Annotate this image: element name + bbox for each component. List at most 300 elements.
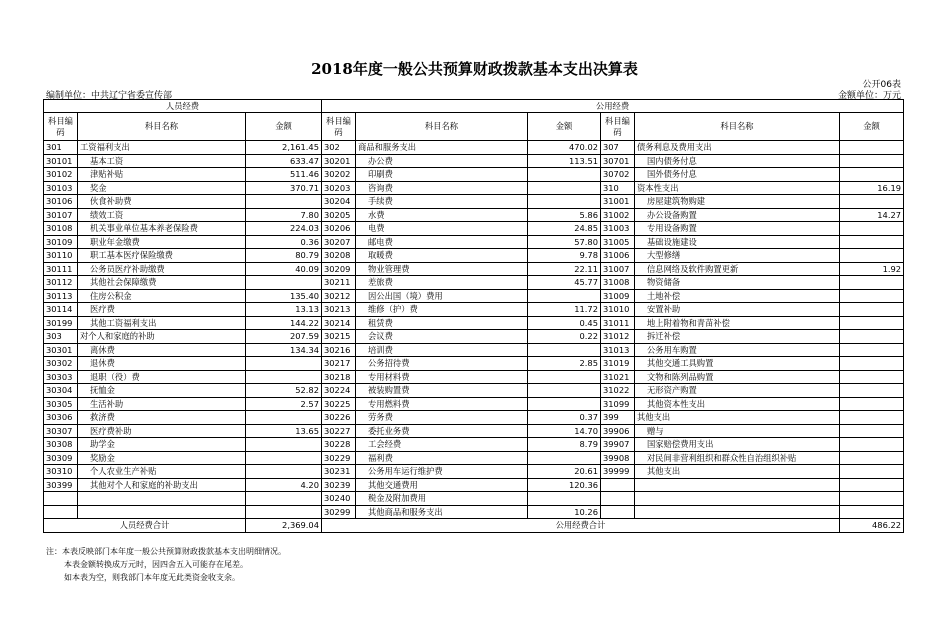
subject-name-cell: 职工基本医疗保险缴费 — [78, 249, 246, 263]
subject-code-cell: 31022 — [601, 384, 635, 398]
subject-name-cell: 对个人和家庭的补助 — [78, 330, 246, 344]
subject-name-cell — [78, 505, 246, 519]
subject-name-cell: 委托业务费 — [356, 424, 528, 438]
table-row — [44, 357, 904, 371]
subject-name-cell: 其他社会保障缴费 — [78, 276, 246, 290]
section-header-row — [44, 100, 904, 113]
subject-name-cell: 培训费 — [356, 343, 528, 357]
subject-code-cell: 30226 — [322, 411, 356, 425]
notes — [46, 545, 286, 584]
subject-code-cell: 30310 — [44, 465, 78, 479]
subject-code-cell: 30112 — [44, 276, 78, 290]
col-name-2: 科目名称 — [356, 113, 528, 141]
subject-code-cell: 30108 — [44, 222, 78, 236]
subject-code-cell: 31006 — [601, 249, 635, 263]
subject-code-cell: 30228 — [322, 438, 356, 452]
table-row — [44, 181, 904, 195]
subject-code-cell: 310 — [601, 181, 635, 195]
subject-code-cell: 301 — [44, 141, 78, 155]
subject-name-cell — [635, 505, 840, 519]
amount-cell — [840, 303, 904, 317]
amount-cell — [840, 154, 904, 168]
amount-cell — [528, 492, 601, 506]
amount-cell: 13.65 — [246, 424, 322, 438]
subject-name-cell: 赠与 — [635, 424, 840, 438]
table-row — [44, 303, 904, 317]
subject-name-cell: 地上附着物和青苗补偿 — [635, 316, 840, 330]
subject-code-cell: 30231 — [322, 465, 356, 479]
subject-name-cell: 基础设施建设 — [635, 235, 840, 249]
subject-code-cell: 39906 — [601, 424, 635, 438]
table-row — [44, 276, 904, 290]
subject-code-cell: 30107 — [44, 208, 78, 222]
subject-name-cell: 救济费 — [78, 411, 246, 425]
subject-name-cell: 对民间非营利组织和群众性自治组织补贴 — [635, 451, 840, 465]
subject-name-cell: 医疗费补助 — [78, 424, 246, 438]
table-row — [44, 195, 904, 209]
subject-code-cell: 39908 — [601, 451, 635, 465]
col-name-1: 科目名称 — [78, 113, 246, 141]
personnel-total-label: 人员经费合计 — [44, 519, 246, 533]
subject-name-cell: 手续费 — [356, 195, 528, 209]
subject-code-cell — [601, 505, 635, 519]
amount-cell — [840, 289, 904, 303]
subject-name-cell: 商品和服务支出 — [356, 141, 528, 155]
subject-name-cell: 工会经费 — [356, 438, 528, 452]
subject-code-cell: 39907 — [601, 438, 635, 452]
amount-cell: 0.37 — [528, 411, 601, 425]
subject-name-cell: 医疗费 — [78, 303, 246, 317]
subject-name-cell: 生活补助 — [78, 397, 246, 411]
amount-cell — [840, 384, 904, 398]
subject-name-cell: 维修（护）费 — [356, 303, 528, 317]
subject-name-cell: 邮电费 — [356, 235, 528, 249]
subject-name-cell: 取暖费 — [356, 249, 528, 263]
subject-name-cell: 奖金 — [78, 181, 246, 195]
amount-cell: 224.03 — [246, 222, 322, 236]
amount-cell — [840, 424, 904, 438]
form-code: 公开06表 — [862, 80, 901, 90]
subject-name-cell: 债务利息及费用支出 — [635, 141, 840, 155]
amount-cell — [840, 438, 904, 452]
amount-cell — [246, 357, 322, 371]
subject-name-cell: 安置补助 — [635, 303, 840, 317]
subject-code-cell: 31099 — [601, 397, 635, 411]
col-amount-3: 金额 — [840, 113, 904, 141]
subject-name-cell: 文物和陈列品购置 — [635, 370, 840, 384]
subject-code-cell: 31001 — [601, 195, 635, 209]
subject-code-cell: 30102 — [44, 168, 78, 182]
table-row — [44, 235, 904, 249]
amount-cell — [840, 370, 904, 384]
subject-code-cell: 30304 — [44, 384, 78, 398]
amount-cell: 0.36 — [246, 235, 322, 249]
subject-code-cell: 30305 — [44, 397, 78, 411]
subject-name-cell: 住房公积金 — [78, 289, 246, 303]
table-row — [44, 424, 904, 438]
subject-code-cell: 30701 — [601, 154, 635, 168]
amount-cell — [840, 249, 904, 263]
amount-cell — [528, 343, 601, 357]
subject-code-cell: 399 — [601, 411, 635, 425]
subject-name-cell: 其他资本性支出 — [635, 397, 840, 411]
amount-cell — [528, 370, 601, 384]
subject-code-cell: 30103 — [44, 181, 78, 195]
amount-cell — [840, 195, 904, 209]
table-row — [44, 316, 904, 330]
table-row — [44, 505, 904, 519]
subject-code-cell: 30204 — [322, 195, 356, 209]
subject-name-cell: 办公费 — [356, 154, 528, 168]
subject-name-cell: 其他工资福利支出 — [78, 316, 246, 330]
column-header-row — [44, 113, 904, 141]
subject-code-cell: 30301 — [44, 343, 78, 357]
amount-cell — [840, 235, 904, 249]
amount-cell: 80.79 — [246, 249, 322, 263]
amount-cell — [246, 195, 322, 209]
col-code-3: 科目编码 — [601, 113, 635, 141]
amount-cell — [840, 357, 904, 371]
subject-code-cell: 31013 — [601, 343, 635, 357]
amount-cell: 52.82 — [246, 384, 322, 398]
table-row — [44, 492, 904, 506]
subject-code-cell: 30218 — [322, 370, 356, 384]
amount-cell: 370.71 — [246, 181, 322, 195]
subject-name-cell: 抚恤金 — [78, 384, 246, 398]
amount-cell: 4.20 — [246, 478, 322, 492]
amount-cell: 11.72 — [528, 303, 601, 317]
subject-code-cell: 30207 — [322, 235, 356, 249]
col-code-1: 科目编码 — [44, 113, 78, 141]
amount-cell: 134.34 — [246, 343, 322, 357]
subject-name-cell: 基本工资 — [78, 154, 246, 168]
note-line: 注：本表反映部门本年度一般公共预算财政拨款基本支出明细情况。 — [46, 547, 286, 556]
subject-name-cell: 物资储备 — [635, 276, 840, 290]
amount-cell — [840, 141, 904, 155]
subject-name-cell: 其他交通费用 — [356, 478, 528, 492]
subject-code-cell: 30201 — [322, 154, 356, 168]
table-row — [44, 438, 904, 452]
subject-name-cell: 退职（役）费 — [78, 370, 246, 384]
amount-cell — [528, 451, 601, 465]
subject-name-cell: 电费 — [356, 222, 528, 236]
section-public: 公用经费 — [322, 100, 904, 113]
subject-name-cell: 咨询费 — [356, 181, 528, 195]
org-label: 编制单位：中共辽宁省委宣传部 — [46, 91, 173, 101]
subject-name-cell: 国家赔偿费用支出 — [635, 438, 840, 452]
subject-code-cell: 31021 — [601, 370, 635, 384]
amount-cell: 7.80 — [246, 208, 322, 222]
amount-cell — [840, 168, 904, 182]
subject-code-cell: 30303 — [44, 370, 78, 384]
subject-code-cell: 30101 — [44, 154, 78, 168]
subject-code-cell: 30299 — [322, 505, 356, 519]
subject-code-cell: 30114 — [44, 303, 78, 317]
subject-name-cell: 绩效工资 — [78, 208, 246, 222]
amount-cell — [840, 451, 904, 465]
subject-code-cell: 30702 — [601, 168, 635, 182]
amount-cell: 511.46 — [246, 168, 322, 182]
expenditure-table — [43, 99, 904, 533]
subject-name-cell: 机关事业单位基本养老保险费 — [78, 222, 246, 236]
subject-name-cell: 国内债务付息 — [635, 154, 840, 168]
subject-name-cell: 职业年金缴费 — [78, 235, 246, 249]
subject-code-cell: 30217 — [322, 357, 356, 371]
table-row — [44, 222, 904, 236]
subject-code-cell: 30199 — [44, 316, 78, 330]
subject-code-cell: 30109 — [44, 235, 78, 249]
amount-cell: 45.77 — [528, 276, 601, 290]
subject-code-cell — [601, 492, 635, 506]
amount-cell — [246, 438, 322, 452]
subject-code-cell: 30399 — [44, 478, 78, 492]
subject-code-cell: 30302 — [44, 357, 78, 371]
subject-name-cell: 伙食补助费 — [78, 195, 246, 209]
table-row — [44, 465, 904, 479]
subject-name-cell: 信息网络及软件购置更新 — [635, 262, 840, 276]
subject-code-cell: 30211 — [322, 276, 356, 290]
subject-name-cell: 物业管理费 — [356, 262, 528, 276]
amount-cell: 22.11 — [528, 262, 601, 276]
subject-code-cell — [44, 505, 78, 519]
amount-cell — [840, 465, 904, 479]
subject-name-cell: 其他商品和服务支出 — [356, 505, 528, 519]
subject-code-cell: 30106 — [44, 195, 78, 209]
subject-name-cell: 津贴补贴 — [78, 168, 246, 182]
amount-cell: 0.45 — [528, 316, 601, 330]
subject-name-cell: 个人农业生产补贴 — [78, 465, 246, 479]
amount-cell — [246, 370, 322, 384]
subject-code-cell: 30225 — [322, 397, 356, 411]
subject-code-cell: 30229 — [322, 451, 356, 465]
subject-code-cell: 31011 — [601, 316, 635, 330]
amount-cell: 40.09 — [246, 262, 322, 276]
personnel-total-value: 2,369.04 — [246, 519, 322, 533]
subject-name-cell: 办公设备购置 — [635, 208, 840, 222]
subject-code-cell: 31002 — [601, 208, 635, 222]
subject-code-cell: 30215 — [322, 330, 356, 344]
amount-cell: 113.51 — [528, 154, 601, 168]
note-line: 本表金额转换成万元时，因四舍五入可能存在尾差。 — [64, 560, 248, 569]
amount-cell: 470.02 — [528, 141, 601, 155]
subject-name-cell: 国外债务付息 — [635, 168, 840, 182]
subject-code-cell: 31003 — [601, 222, 635, 236]
subject-code-cell: 30208 — [322, 249, 356, 263]
amount-cell — [528, 168, 601, 182]
amount-cell — [840, 478, 904, 492]
table-row — [44, 168, 904, 182]
subject-name-cell: 其他对个人和家庭的补助支出 — [78, 478, 246, 492]
table-row — [44, 370, 904, 384]
subject-code-cell: 31019 — [601, 357, 635, 371]
subject-name-cell: 印刷费 — [356, 168, 528, 182]
subject-code-cell: 31012 — [601, 330, 635, 344]
amount-cell — [840, 505, 904, 519]
subject-name-cell: 会议费 — [356, 330, 528, 344]
table-row — [44, 249, 904, 263]
amount-cell — [840, 316, 904, 330]
subject-code-cell — [601, 478, 635, 492]
subject-name-cell: 劳务费 — [356, 411, 528, 425]
amount-cell: 5.86 — [528, 208, 601, 222]
subject-code-cell: 303 — [44, 330, 78, 344]
subject-code-cell: 30224 — [322, 384, 356, 398]
subject-name-cell: 公务员医疗补助缴费 — [78, 262, 246, 276]
subject-code-cell: 30213 — [322, 303, 356, 317]
subject-name-cell: 租赁费 — [356, 316, 528, 330]
amount-cell: 20.61 — [528, 465, 601, 479]
subject-name-cell: 退休费 — [78, 357, 246, 371]
subject-code-cell: 30227 — [322, 424, 356, 438]
amount-cell — [840, 222, 904, 236]
amount-cell: 8.79 — [528, 438, 601, 452]
subject-code-cell: 30110 — [44, 249, 78, 263]
subject-code-cell: 31010 — [601, 303, 635, 317]
table-row — [44, 397, 904, 411]
subject-code-cell: 30202 — [322, 168, 356, 182]
amount-cell: 144.22 — [246, 316, 322, 330]
subject-name-cell: 公务招待费 — [356, 357, 528, 371]
table-row — [44, 343, 904, 357]
table-row — [44, 289, 904, 303]
section-personnel: 人员经费 — [44, 100, 322, 113]
subject-name-cell: 福利费 — [356, 451, 528, 465]
table-row — [44, 384, 904, 398]
report-title: 2018年度一般公共预算财政拨款基本支出决算表 — [311, 60, 638, 78]
subject-code-cell: 30203 — [322, 181, 356, 195]
subject-name-cell: 专用材料费 — [356, 370, 528, 384]
subject-code-cell: 30307 — [44, 424, 78, 438]
table-row — [44, 262, 904, 276]
table-row — [44, 154, 904, 168]
totals-row — [44, 519, 904, 533]
col-name-3: 科目名称 — [635, 113, 840, 141]
amount-cell — [246, 451, 322, 465]
amount-cell: 10.26 — [528, 505, 601, 519]
subject-name-cell: 其他交通工具购置 — [635, 357, 840, 371]
amount-cell: 1.92 — [840, 262, 904, 276]
subject-name-cell: 其他支出 — [635, 411, 840, 425]
subject-code-cell: 31005 — [601, 235, 635, 249]
col-amount-2: 金额 — [528, 113, 601, 141]
subject-name-cell: 因公出国（境）费用 — [356, 289, 528, 303]
table-row — [44, 208, 904, 222]
amount-cell — [246, 505, 322, 519]
subject-name-cell: 离休费 — [78, 343, 246, 357]
amount-cell — [840, 397, 904, 411]
subject-code-cell: 30240 — [322, 492, 356, 506]
public-total-value: 486.22 — [840, 519, 904, 533]
table-row — [44, 478, 904, 492]
subject-name-cell: 被装购置费 — [356, 384, 528, 398]
subject-code-cell: 30212 — [322, 289, 356, 303]
subject-name-cell: 奖励金 — [78, 451, 246, 465]
subject-code-cell: 30216 — [322, 343, 356, 357]
subject-code-cell: 31008 — [601, 276, 635, 290]
subject-name-cell: 拆迁补偿 — [635, 330, 840, 344]
amount-cell — [840, 276, 904, 290]
amount-cell — [840, 411, 904, 425]
subject-name-cell: 水费 — [356, 208, 528, 222]
subject-name-cell: 房屋建筑物购建 — [635, 195, 840, 209]
amount-cell — [528, 181, 601, 195]
amount-cell: 16.19 — [840, 181, 904, 195]
subject-name-cell: 公务用车运行维护费 — [356, 465, 528, 479]
subject-name-cell — [635, 492, 840, 506]
amount-cell — [840, 330, 904, 344]
col-amount-1: 金额 — [246, 113, 322, 141]
amount-cell: 120.36 — [528, 478, 601, 492]
amount-cell — [528, 384, 601, 398]
subject-name-cell: 工资福利支出 — [78, 141, 246, 155]
subject-name-cell: 无形资产购置 — [635, 384, 840, 398]
subject-name-cell: 专用燃料费 — [356, 397, 528, 411]
subject-name-cell: 资本性支出 — [635, 181, 840, 195]
subject-name-cell: 其他支出 — [635, 465, 840, 479]
subject-code-cell: 30214 — [322, 316, 356, 330]
amount-cell: 135.40 — [246, 289, 322, 303]
subject-name-cell — [78, 492, 246, 506]
amount-cell — [246, 276, 322, 290]
subject-code-cell — [44, 492, 78, 506]
amount-cell: 207.59 — [246, 330, 322, 344]
subject-code-cell: 39999 — [601, 465, 635, 479]
subject-code-cell: 30309 — [44, 451, 78, 465]
subject-name-cell: 差旅费 — [356, 276, 528, 290]
subject-code-cell: 30206 — [322, 222, 356, 236]
subject-code-cell: 31009 — [601, 289, 635, 303]
amount-cell: 633.47 — [246, 154, 322, 168]
amount-cell: 9.78 — [528, 249, 601, 263]
amount-cell: 14.70 — [528, 424, 601, 438]
subject-name-cell: 助学金 — [78, 438, 246, 452]
table-row — [44, 330, 904, 344]
amount-cell — [840, 492, 904, 506]
subject-name-cell: 专用设备购置 — [635, 222, 840, 236]
amount-cell: 2.85 — [528, 357, 601, 371]
subject-code-cell: 30239 — [322, 478, 356, 492]
note-line: 如本表为空，则我部门本年度无此类资金收支余。 — [64, 573, 240, 582]
subject-code-cell: 30113 — [44, 289, 78, 303]
col-code-2: 科目编码 — [322, 113, 356, 141]
amount-cell — [246, 411, 322, 425]
subject-name-cell: 土地补偿 — [635, 289, 840, 303]
subject-code-cell: 307 — [601, 141, 635, 155]
amount-cell: 14.27 — [840, 208, 904, 222]
subject-code-cell: 302 — [322, 141, 356, 155]
subject-code-cell: 30205 — [322, 208, 356, 222]
amount-cell: 2,161.45 — [246, 141, 322, 155]
subject-code-cell: 30308 — [44, 438, 78, 452]
amount-cell: 24.85 — [528, 222, 601, 236]
table-row — [44, 141, 904, 155]
unit-label: 金额单位：万元 — [837, 91, 901, 101]
subject-code-cell: 30209 — [322, 262, 356, 276]
amount-cell — [528, 397, 601, 411]
amount-cell: 13.13 — [246, 303, 322, 317]
subject-name-cell: 大型修缮 — [635, 249, 840, 263]
table-row — [44, 411, 904, 425]
amount-cell — [528, 195, 601, 209]
subject-code-cell: 30306 — [44, 411, 78, 425]
subject-name-cell — [635, 478, 840, 492]
subject-name-cell: 公务用车购置 — [635, 343, 840, 357]
amount-cell — [246, 492, 322, 506]
amount-cell: 57.80 — [528, 235, 601, 249]
subject-code-cell: 30111 — [44, 262, 78, 276]
amount-cell — [840, 343, 904, 357]
amount-cell — [246, 465, 322, 479]
